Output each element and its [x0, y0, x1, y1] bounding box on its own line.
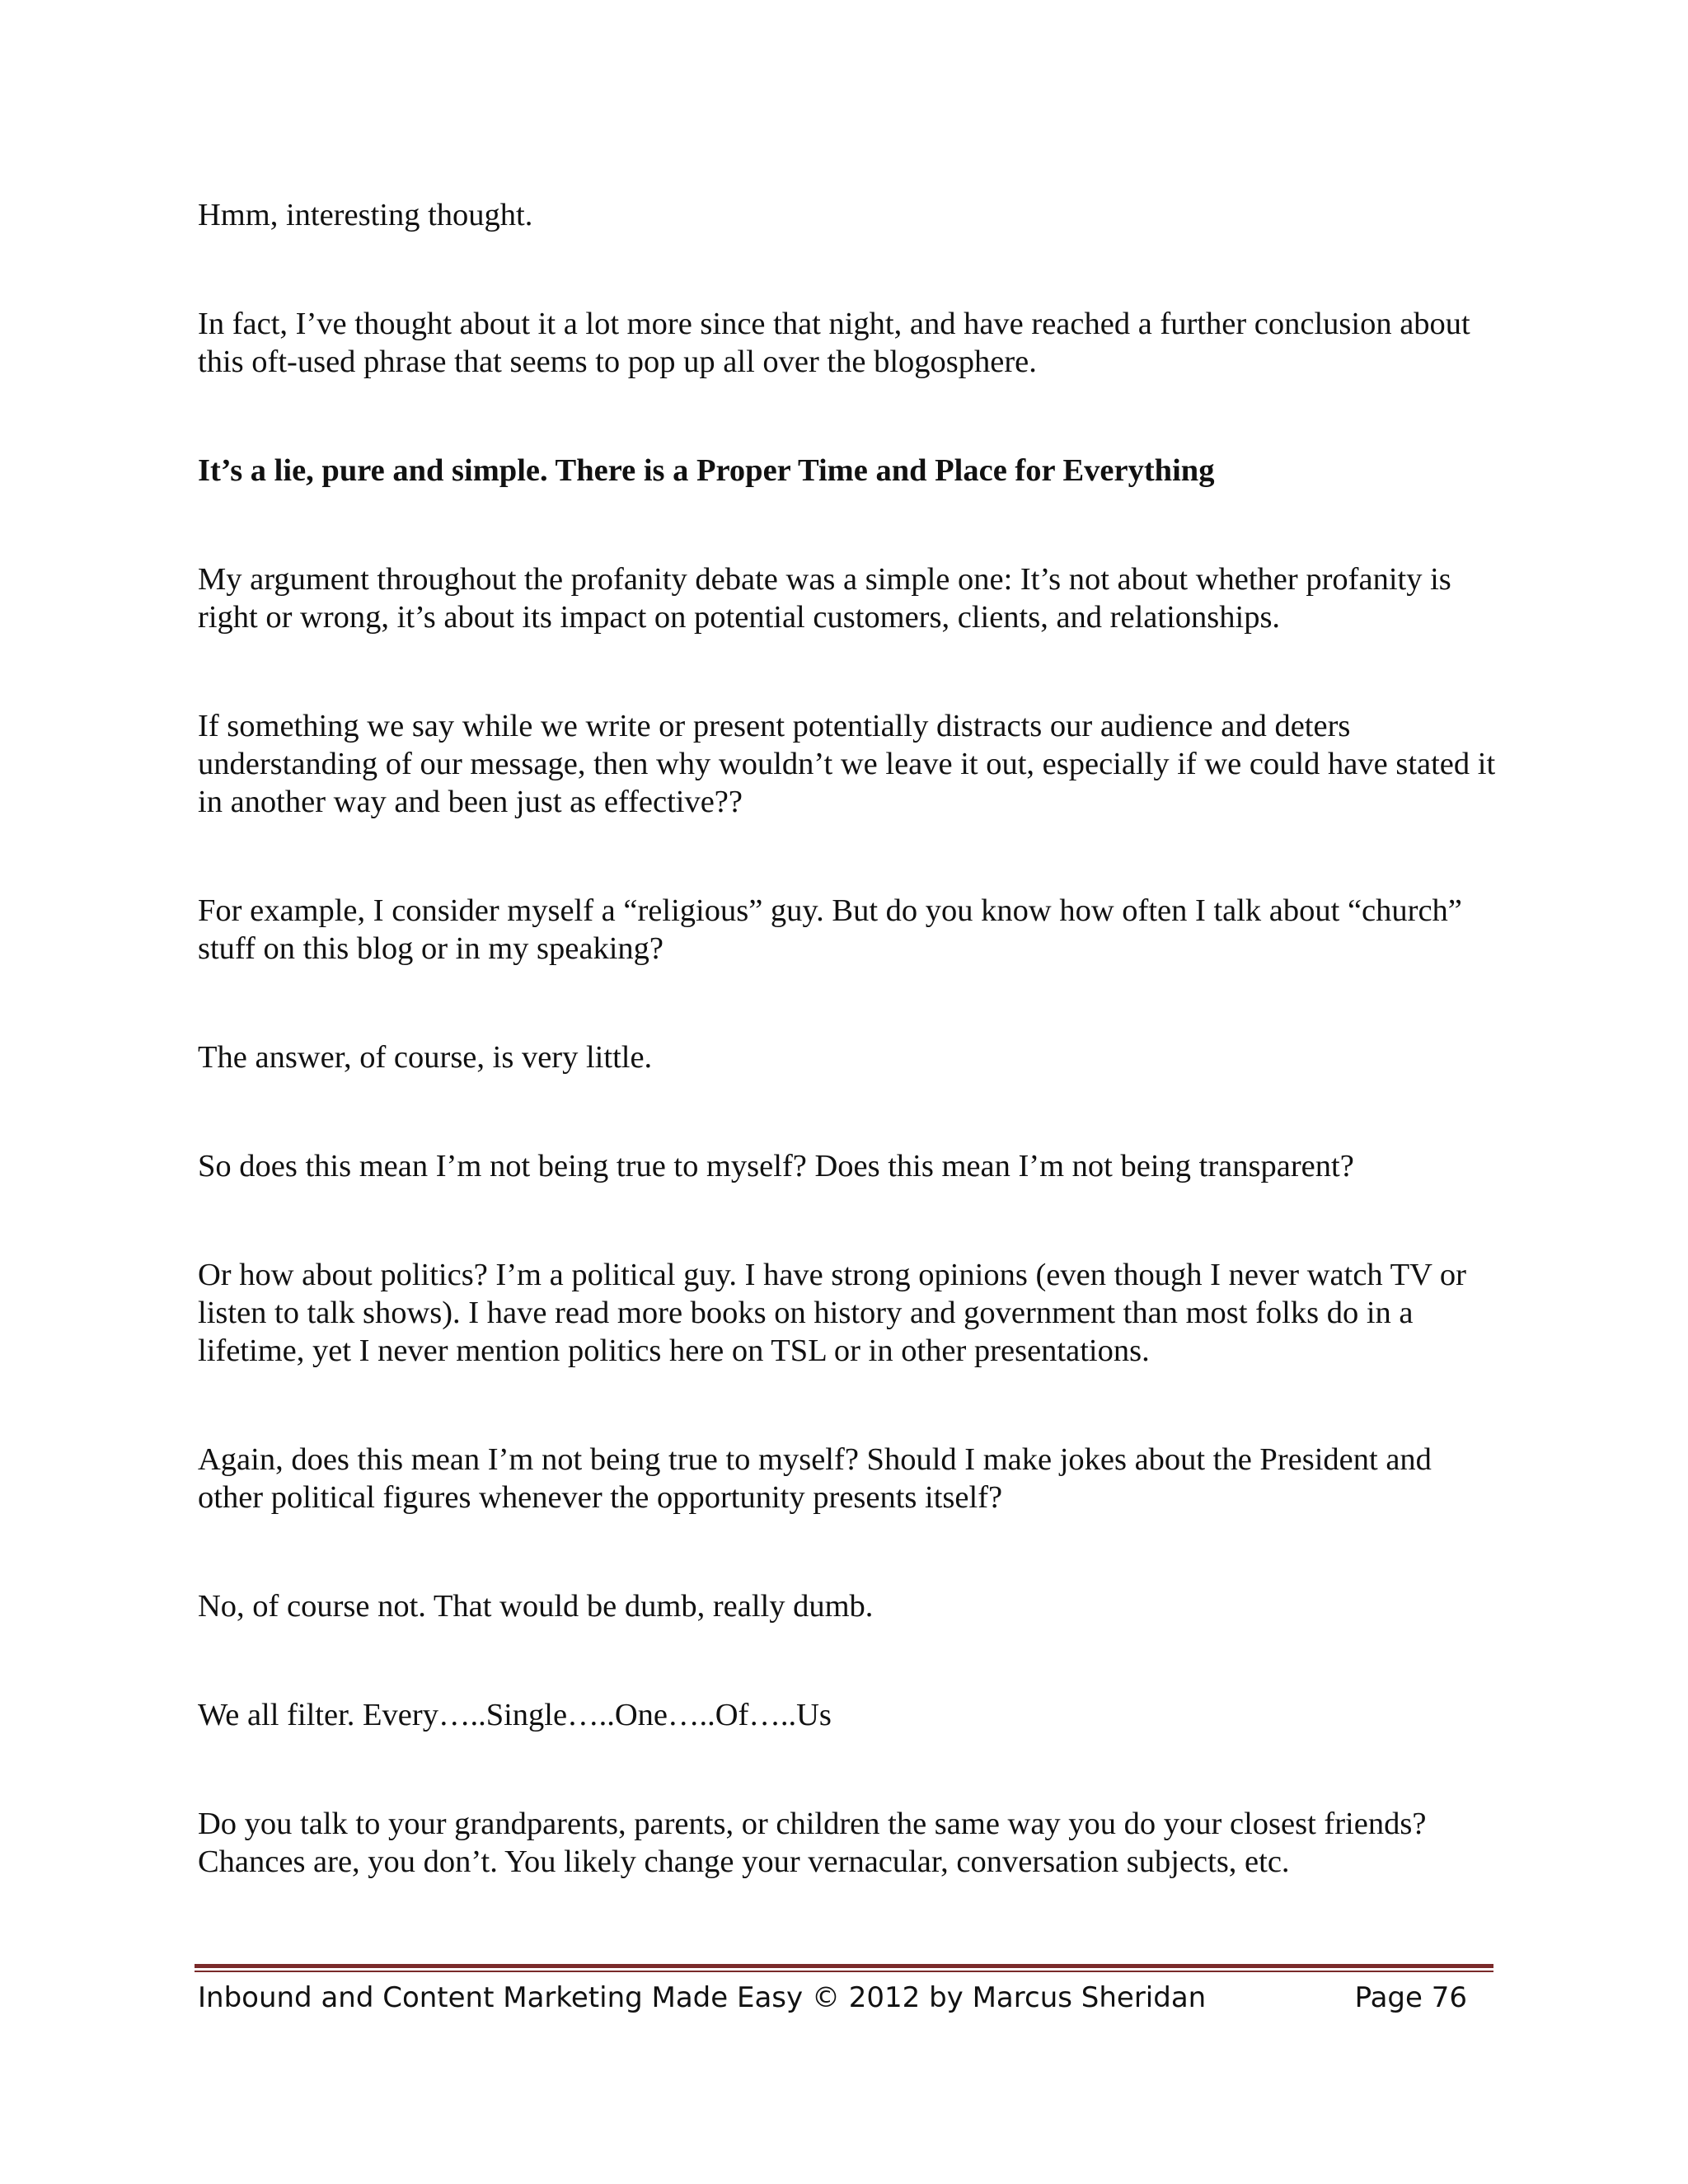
footer-rule-thin	[195, 1971, 1493, 1972]
page-number: Page 76	[1354, 1981, 1467, 2014]
paragraph: In fact, I’ve thought about it a lot more since that night, and have reached a further conclusion about this oft-used phrase that seems to pop up all over the blogosphere.	[198, 307, 1470, 379]
paragraph: Do you talk to your grandparents, parents, or children the same way you do your closest friends? Chances are, you don’t. You likely change your vernacular, conversation subjects, etc.	[198, 1807, 1427, 1879]
paragraph: My argument throughout the profanity debate was a simple one: It’s not about whether profanity is right or wrong, it’s about its impact on potential customers, clients, and relationships.	[198, 562, 1451, 635]
footer-copyright: Inbound and Content Marketing Made Easy © 2012 by Marcus Sheridan	[198, 1981, 1207, 2014]
paragraph: No, of course not. That would be dumb, really dumb.	[198, 1589, 874, 1624]
footer-divider	[195, 1964, 1493, 1972]
paragraph: The answer, of course, is very little.	[198, 1040, 653, 1075]
paragraph: Hmm, interesting thought.	[198, 198, 533, 232]
paragraph: Again, does this mean I’m not being true to myself? Should I make jokes about the President and other political figures whenever the opportunity presents itself?	[198, 1442, 1432, 1515]
paragraph: So does this mean I’m not being true to myself? Does this mean I’m not being transparent?	[198, 1149, 1354, 1183]
section-heading: It’s a lie, pure and simple. There is a Proper Time and Place for Everything	[198, 453, 1215, 488]
paragraph: Or how about politics? I’m a political guy. I have strong opinions (even though I never watch TV or listen to talk shows). I have read more books on history and government than most folks do in a lifetime, yet I never mention politics here on TSL or in other presentations.	[198, 1258, 1466, 1368]
paragraph: We all filter. Every…..Single…..One…..Of…..Us	[198, 1698, 832, 1732]
body-text	[198, 196, 1500, 1952]
paragraph: For example, I consider myself a “religious” guy. But do you know how often I talk about “church” stuff on this blog or in my speaking?	[198, 893, 1462, 966]
paragraph: If something we say while we write or present potentially distracts our audience and deters understanding of our message, then why wouldn’t we leave it out, especially if we could have stated it in another way and been just as effective??	[198, 709, 1496, 819]
